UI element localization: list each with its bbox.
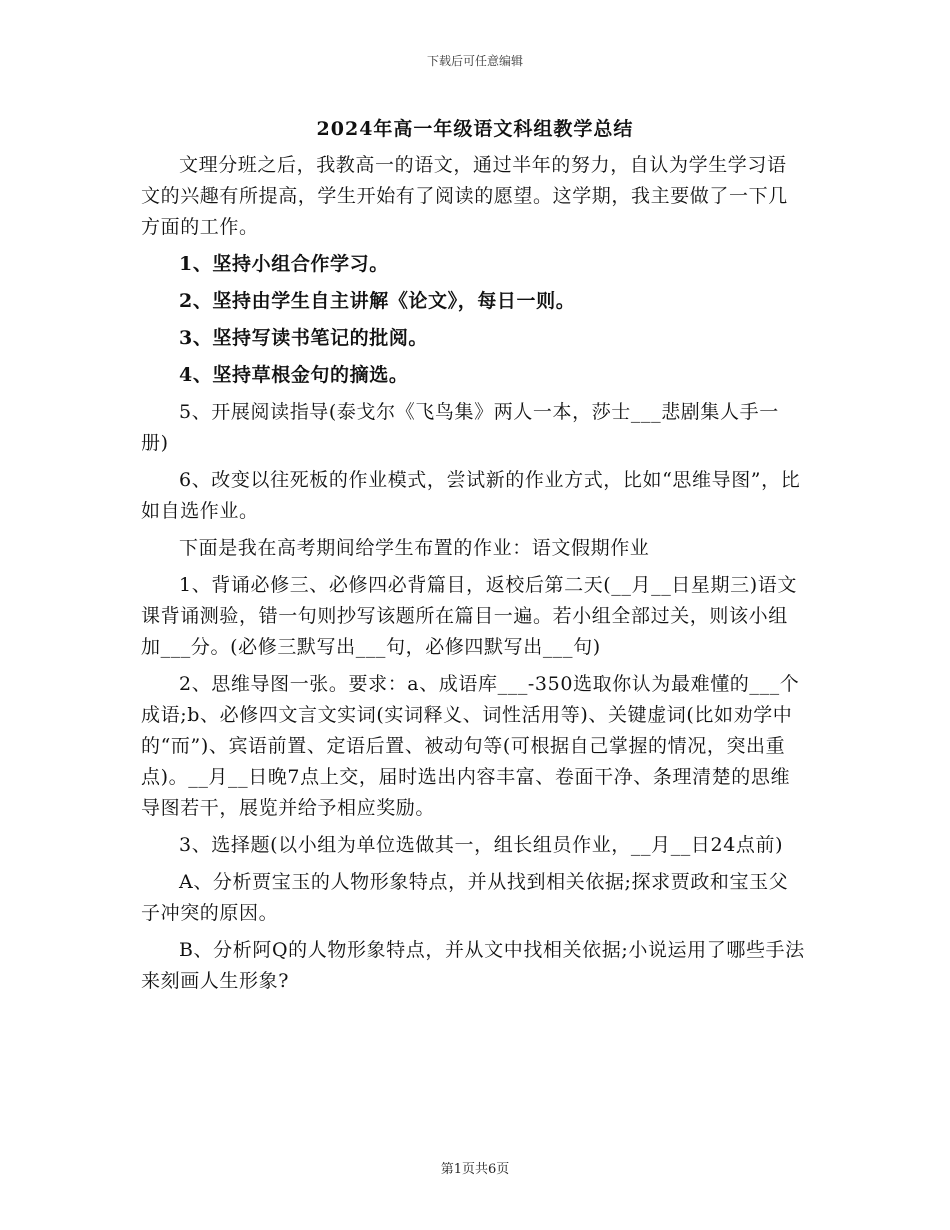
paragraph-homework-2: 2、思维导图一张。要求：a、成语库___-350选取你认为最难懂的___个成语;b、必修四文言文实词(实词释义、词性活用等)、关键虚词(比如劝学中的“而”)、宾语前置、定语后置、被动句等(可根据自己掌握的情况，突出重点)。__月__日晚7点上交，届时选出内容丰富、卷面干净、条理清楚的思维导图若干，展览并给予相应奖励。 [141, 673, 800, 819]
paragraph-homework-1: 1、背诵必修三、必修四必背篇目，返校后第二天(__月__日星期三)语文课背诵测验，错一句则抄写该题所在篇目一遍。若小组全部过关，则该小组加___分。(必修三默写出___句，必修四默写出___句) [141, 574, 797, 658]
paragraph-point-6: 6、改变以往死板的作业模式，尝试新的作业方式，比如“思维导图”，比如自选作业。 [141, 469, 801, 522]
paragraph-point-5: 5、开展阅读指导(泰戈尔《飞鸟集》两人一本，莎士___悲剧集人手一册) [141, 401, 779, 454]
paragraph-point-4: 4、坚持草根金句的摘选。 [179, 364, 409, 386]
paragraph-point-3: 3、坚持写读书笔记的批阅。 [179, 327, 429, 349]
paragraph-intro: 文理分班之后，我教高一的语文，通过半年的努力，自认为学生学习语文的兴趣有所提高，学生开始有了阅读的愿望。这学期，我主要做了一下几方面的工作。 [141, 154, 788, 238]
paragraph-option-a: A、分析贾宝玉的人物形象特点，并从找到相关依据;探求贾政和宝玉父子冲突的原因。 [141, 871, 789, 924]
document-title: 2024年高一年级语文科组教学总结 [316, 118, 634, 140]
document-body [141, 150, 806, 1003]
page-header: 下载后可任意编辑 [426, 54, 523, 68]
paragraph-point-2: 2、坚持由学生自主讲解《论文》，每日一则。 [179, 290, 576, 312]
paragraph-point-1: 1、坚持小组合作学习。 [179, 253, 389, 275]
paragraph-option-b: B、分析阿Q的人物形象特点，并从文中找相关依据;小说运用了哪些手法来刻画人生形象? [141, 939, 805, 992]
page-footer: 第1页共6页 [440, 1162, 510, 1177]
paragraph-homework-intro: 下面是我在高考期间给学生布置的作业：语文假期作业 [179, 537, 650, 559]
paragraph-homework-3: 3、选择题(以小组为单位选做其一，组长组员作业，__月__日24点前) [179, 834, 784, 856]
